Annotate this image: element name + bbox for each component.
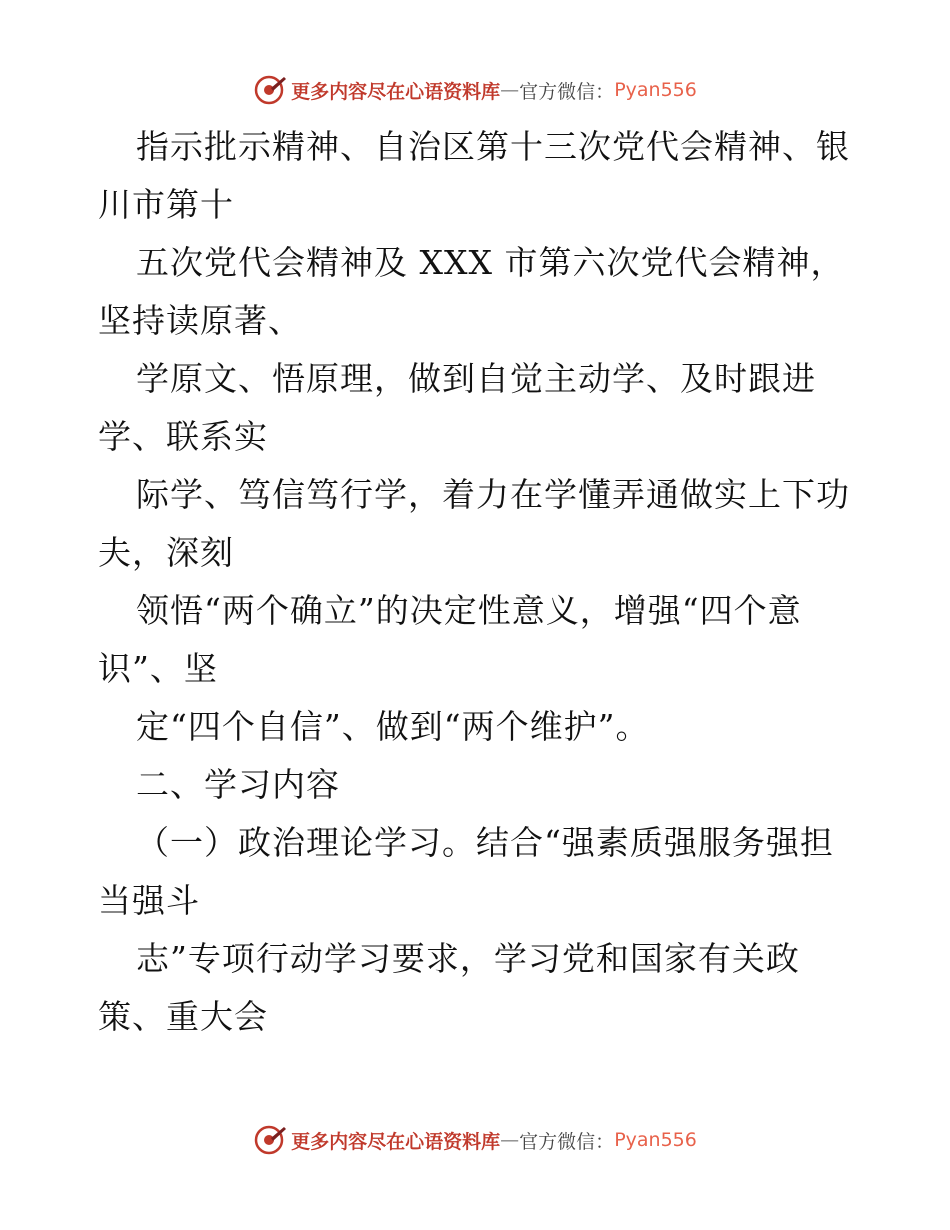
header-banner[interactable]	[0, 70, 950, 110]
text-line: 坚持读原著、	[98, 301, 302, 340]
header-account-id: Pyan556	[614, 79, 697, 101]
text-line: 学、联系实	[98, 417, 268, 456]
footer-official-label: 官方微信：	[519, 1130, 615, 1153]
section-heading: 二、学习内容	[136, 765, 340, 804]
footer-brand-text: 更多内容尽在心语资料库	[291, 1130, 501, 1153]
text-line: （一）政治理论学习。结合“强素质强服务强担	[136, 823, 834, 862]
footer-banner[interactable]	[0, 1120, 950, 1160]
text-line: 际学、笃信笃行学，着力在学懂弄通做实上下功	[136, 475, 850, 514]
header-brand-text: 更多内容尽在心语资料库	[291, 80, 501, 103]
header-separator: —	[500, 79, 520, 101]
text-line: 学原文、悟原理，做到自觉主动学、及时跟进	[136, 359, 816, 398]
text-line: 策、重大会	[98, 997, 268, 1036]
document-body	[98, 118, 868, 1046]
text-line: 川市第十	[98, 185, 234, 224]
text-line: 夫，深刻	[98, 533, 234, 572]
footer-separator: —	[500, 1129, 520, 1151]
text-line: 识”、坚	[98, 649, 218, 688]
text-line: 五次党代会精神及 XXX 市第六次党代会精神，	[136, 243, 845, 282]
header-official-label: 官方微信：	[519, 80, 615, 103]
text-line: 志”专项行动学习要求，学习党和国家有关政	[136, 939, 800, 978]
text-line: 指示批示精神、自治区第十三次党代会精神、银	[136, 127, 850, 166]
footer-account-id: Pyan556	[614, 1129, 697, 1151]
text-line: 领悟“两个确立”的决定性意义，增强“四个意	[136, 591, 802, 630]
pen-circle-icon	[253, 73, 287, 107]
text-line: 当强斗	[98, 881, 200, 920]
text-line: 定“四个自信”、做到“两个维护”。	[136, 707, 650, 746]
pen-circle-icon	[253, 1123, 287, 1157]
